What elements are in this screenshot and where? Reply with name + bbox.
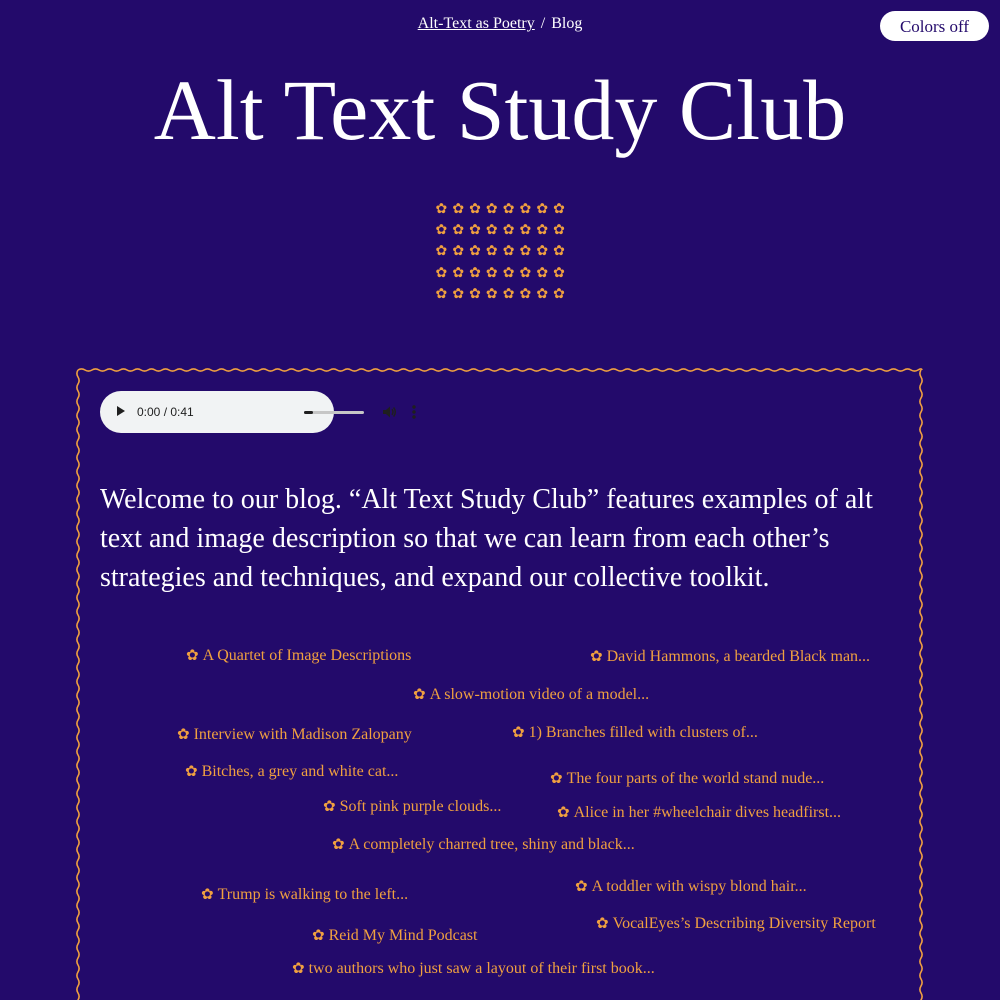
post-link-label: A toddler with wispy blond hair... xyxy=(591,878,807,895)
post-link-label: Soft pink purple clouds... xyxy=(339,798,502,815)
flower-icon: ✿ xyxy=(177,725,190,743)
post-link[interactable] xyxy=(512,722,758,743)
flower-icon: ✿ xyxy=(536,243,549,260)
post-link[interactable] xyxy=(550,768,824,789)
intro-paragraph: Welcome to our blog. “Alt Text Study Club” features examples of alt text and image description so that we can learn from each other’s strategies and techniques, and expand our collective toolkit. xyxy=(100,484,873,593)
flower-icon: ✿ xyxy=(435,201,448,217)
flower-icon: ✿ xyxy=(485,264,498,281)
post-link-label: Bitches, a grey and white cat... xyxy=(201,763,399,780)
flower-icon: ✿ xyxy=(186,646,199,664)
post-link-label: two authors who just saw a layout of their first book... xyxy=(308,960,655,977)
breadcrumb-home-link[interactable]: Alt-Text as Poetry xyxy=(417,15,535,32)
flower-icon: ✿ xyxy=(452,285,465,302)
flower-icon: ✿ xyxy=(536,285,549,302)
post-link[interactable] xyxy=(186,645,411,666)
post-link[interactable] xyxy=(332,834,635,855)
post-link[interactable] xyxy=(413,684,649,705)
post-link[interactable] xyxy=(575,876,807,897)
post-link-label: A completely charred tree, shiny and black... xyxy=(348,836,635,853)
flower-icon: ✿ xyxy=(536,264,549,281)
flower-icon: ✿ xyxy=(519,201,532,217)
flower-icon: ✿ xyxy=(485,222,498,239)
post-link[interactable] xyxy=(596,913,876,934)
post-link[interactable] xyxy=(201,884,408,905)
post-link-label: A Quartet of Image Descriptions xyxy=(202,647,412,664)
flower-icon: ✿ xyxy=(590,647,603,665)
flower-icon: ✿ xyxy=(452,201,465,217)
flower-icon: ✿ xyxy=(485,243,498,260)
flower-icon: ✿ xyxy=(557,803,570,821)
flower-icon: ✿ xyxy=(332,835,345,853)
flower-icon: ✿ xyxy=(485,285,498,302)
flower-icon: ✿ xyxy=(469,264,481,281)
flower-icon: ✿ xyxy=(553,243,565,260)
flower-icon: ✿ xyxy=(452,222,465,239)
flower-icon: ✿ xyxy=(519,243,532,260)
post-link-label: The four parts of the world stand nude... xyxy=(566,770,825,787)
border-left xyxy=(77,370,79,1000)
flower-icon: ✿ xyxy=(575,877,588,895)
border-right xyxy=(920,370,922,1000)
flower-icon: ✿ xyxy=(519,285,532,302)
post-link-label: 1) Branches filled with clusters of... xyxy=(528,724,758,741)
flower-icon: ✿ xyxy=(469,243,481,260)
post-link-label: Interview with Madison Zalopany xyxy=(193,726,412,743)
flower-icon: ✿ xyxy=(553,285,565,302)
flower-icon: ✿ xyxy=(201,885,214,903)
post-link[interactable] xyxy=(177,724,412,745)
flower-icon: ✿ xyxy=(553,201,565,217)
flower-icon: ✿ xyxy=(435,243,448,260)
post-link-label: David Hammons, a bearded Black man... xyxy=(606,648,871,665)
flower-icon: ✿ xyxy=(550,769,563,787)
audio-progress-track[interactable] xyxy=(304,411,364,414)
flower-icon: ✿ xyxy=(435,264,448,281)
flower-icon: ✿ xyxy=(452,243,465,260)
flower-icon: ✿ xyxy=(185,762,198,780)
flower-icon: ✿ xyxy=(502,201,515,217)
flower-icon: ✿ xyxy=(312,926,325,944)
post-link[interactable] xyxy=(557,802,841,823)
breadcrumb xyxy=(0,15,1000,33)
flower-icon: ✿ xyxy=(435,285,448,302)
post-link-label: VocalEyes’s Describing Diversity Report xyxy=(612,915,876,932)
post-link-label: A slow-motion video of a model... xyxy=(429,686,650,703)
breadcrumb-current: Blog xyxy=(551,15,583,32)
flower-icon: ✿ xyxy=(323,797,336,815)
play-icon[interactable] xyxy=(117,406,125,416)
breadcrumb-separator: / xyxy=(540,15,546,32)
volume-icon[interactable] xyxy=(381,404,397,420)
flower-icon: ✿ xyxy=(435,222,448,239)
flower-icon: ✿ xyxy=(553,222,565,239)
flower-decoration xyxy=(433,199,567,305)
post-link[interactable] xyxy=(185,761,398,782)
post-link[interactable] xyxy=(590,646,870,667)
more-options-icon[interactable] xyxy=(408,403,420,421)
post-link[interactable] xyxy=(292,958,655,979)
flower-icon: ✿ xyxy=(292,959,305,977)
flower-icon: ✿ xyxy=(413,685,426,703)
flower-icon: ✿ xyxy=(519,222,532,239)
flower-icon: ✿ xyxy=(469,285,481,302)
page-title: Alt Text Study Club xyxy=(153,62,847,158)
flower-icon: ✿ xyxy=(536,201,549,217)
flower-icon: ✿ xyxy=(502,285,515,302)
flower-icon: ✿ xyxy=(512,723,525,741)
flower-icon: ✿ xyxy=(469,222,481,239)
flower-icon: ✿ xyxy=(452,264,465,281)
audio-time: 0:00 / 0:41 xyxy=(137,405,194,419)
post-link-label: Reid My Mind Podcast xyxy=(328,927,478,944)
flower-icon: ✿ xyxy=(485,201,498,217)
flower-icon: ✿ xyxy=(519,264,532,281)
flower-icon: ✿ xyxy=(502,243,515,260)
flower-icon: ✿ xyxy=(596,914,609,932)
post-link[interactable] xyxy=(323,796,501,817)
post-link-label: Alice in her #wheelchair dives headfirst... xyxy=(573,804,842,821)
post-link[interactable] xyxy=(312,925,477,946)
post-link-label: Trump is walking to the left... xyxy=(217,886,409,903)
border-top xyxy=(78,369,922,371)
flower-icon: ✿ xyxy=(502,222,515,239)
flower-icon: ✿ xyxy=(536,222,549,239)
flower-icon: ✿ xyxy=(502,264,515,281)
colors-toggle-button[interactable]: Colors off xyxy=(880,11,989,41)
audio-progress-fill xyxy=(304,411,313,414)
audio-player[interactable] xyxy=(100,391,334,433)
flower-icon: ✿ xyxy=(553,264,565,281)
flower-icon: ✿ xyxy=(469,201,481,217)
